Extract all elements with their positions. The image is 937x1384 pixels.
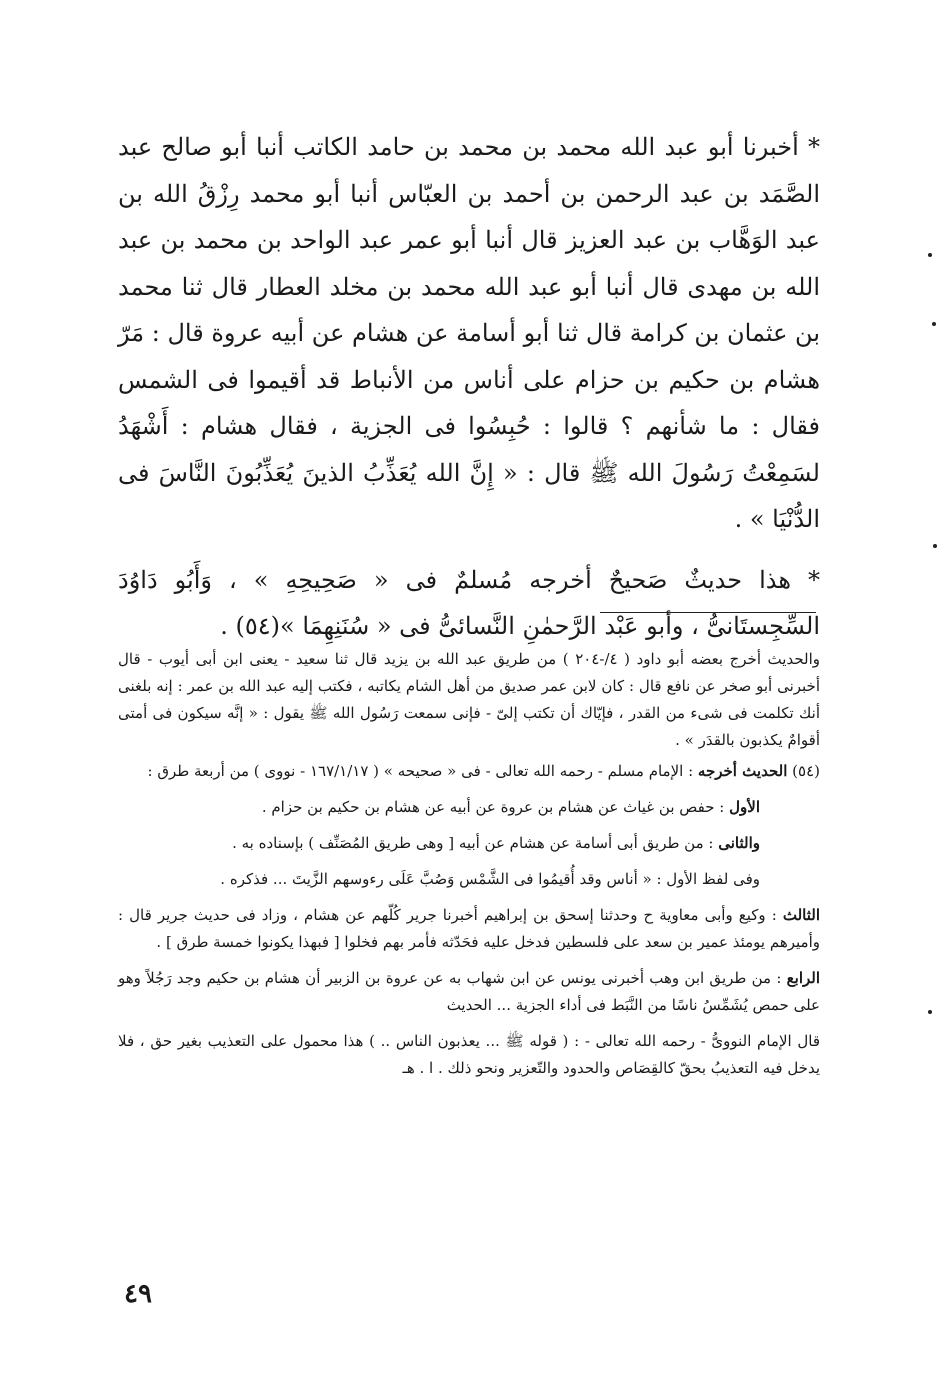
page-number: ٤٩ (124, 1279, 152, 1309)
route-third (118, 902, 820, 956)
route-label: والثانى (718, 834, 760, 852)
footnote-separator (600, 612, 816, 613)
route-text: : من طريق ابن وهب أخبرنى يونس عن ابن شهاب به عن عروة بن الزبير أن هشام بن حكيم وجد رَجُلاً وهو على حمص يُشَمِّسُ ناسًا من النَّبَط فى أداء الجزية ... الحديث (118, 969, 820, 1014)
nawawi-comment: قال الإمام النووىُّ - رحمه الله تعالى - : ( قوله ﷺ ... يعذبون الناس .. ) هذا محمول على التعذيب بغير حق ، فلا يدخل فيه التعذيبُ بحقّ كالقِصَاص والحدود والتّعزير ونحو ذلك . ا . هـ (118, 1032, 820, 1077)
margin-speck (928, 1010, 932, 1014)
route-text: : من طريق أبى أسامة عن هشام عن أبيه [ وهى طريق المُصَنِّف ) بإسناده به . (232, 834, 714, 852)
route-fourth (118, 965, 820, 1019)
route-second (118, 830, 820, 857)
footnote-continuation: والحديث أخرج بعضه أبو داود ( ٤/-٢٠٤ ) من طريق عبد الله بن يزيد قال ثنا سعيد - يعنى ابن أبى أيوب - قال أخبرنى أبو صخر عن نافع قال : كان لابن عمر صديق من أهل الشام يكاتبه ، فكتب إليه عبد الله بن عمر : إنه بلغنى أنك تكلمت فى شىء من القدر ، فإيّاك أن تكتب إلىّ - فإنى سمعت رَسُول الله ﷺ يقول : « إنَّه سيكون فى أمتى أقوامٌ يكذبون بالقدَر » . (118, 650, 821, 749)
footnote-number: (٥٤) (792, 762, 820, 780)
takhrij-paragraph: * هذا حديثٌ صَحيحٌ أخرجه مُسلمٌ فى « صَحِيحِهِ » ، وَأَبُو دَاوُدَ السِّجِستَانىُّ ، وأبو عَبْد الرَّحمٰنِ النَّسائىُّ فى « سُنَنِهِمَا »(٥٤) . (118, 565, 820, 640)
footnote-heading: الحديث أخرجه (697, 762, 788, 780)
first-route-wording: وفى لفظ الأول : « أناس وقد أُقيمُوا فى الشَّمْس وَصُبَّ عَلَى رءوسهم الزَّيتَ ... فذكره . (220, 870, 760, 888)
route-label: الأول (729, 798, 760, 816)
margin-speck (933, 544, 937, 548)
footnote-text: : الإمام مسلم - رحمه الله تعالى - فى « صحيحه » ( ١٦٧/١/١٧ - نووى ) من أربعة طرق : (147, 762, 694, 780)
route-first (118, 794, 820, 821)
margin-speck (932, 322, 936, 326)
route-text: : وكيع وأبى معاوية ح وحدثنا إسحق بن إبراهيم أخبرنا جرير كُلّهم عن هشام ، وزاد فى حديث جرير قال : وأميرهم يومئذ عمير بن سعد على فلسطين فدخل عليه فحَدّثه فأمر بهم فخلوا [ فبهذا يكونوا خمسة طرق ] . (118, 906, 820, 951)
main-text (118, 124, 820, 650)
route-label: الرابع (786, 969, 820, 987)
route-label: الثالث (782, 906, 820, 924)
hadith-paragraph: * أخبرنا أبو عبد الله محمد بن محمد بن حامد الكاتب أنبا أبو صالح عبد الصَّمَد بن عبد الرحمن بن أحمد بن العبّاس أنبا أبو محمد رِزْقُ الله بن عبد الوَهَّاب بن عبد العزيز قال أنبا أبو عمر عبد الواحد بن محمد بن عبد الله بن مهدى قال أنبا أبو عبد الله محمد بن مخلد العطار قال ثنا محمد بن عثمان بن كرامة قال ثنا أبو أسامة عن هشام عن أبيه عروة قال : مَرّ هشام بن حكيم بن حزام على أناس من الأنباط قد أقيموا فى الشمس فقال : ما شأنهم ؟ قالوا : حُبِسُوا فى الجزية ، فقال هشام : أَشْهَدُ لسَمِعْتُ رَسُولَ الله ﷺ قال : « إِنَّ الله يُعَذِّبُ الذينَ يُعَذِّبُونَ النَّاسَ فى الدُّنْيَا » . (118, 133, 820, 533)
margin-speck (928, 253, 932, 257)
route-text: : حفص بن غياث عن هشام بن عروة عن أبيه عن هشام بن حكيم بن حزام . (261, 798, 725, 816)
footnote-54 (118, 758, 820, 785)
footnotes (118, 646, 820, 1082)
